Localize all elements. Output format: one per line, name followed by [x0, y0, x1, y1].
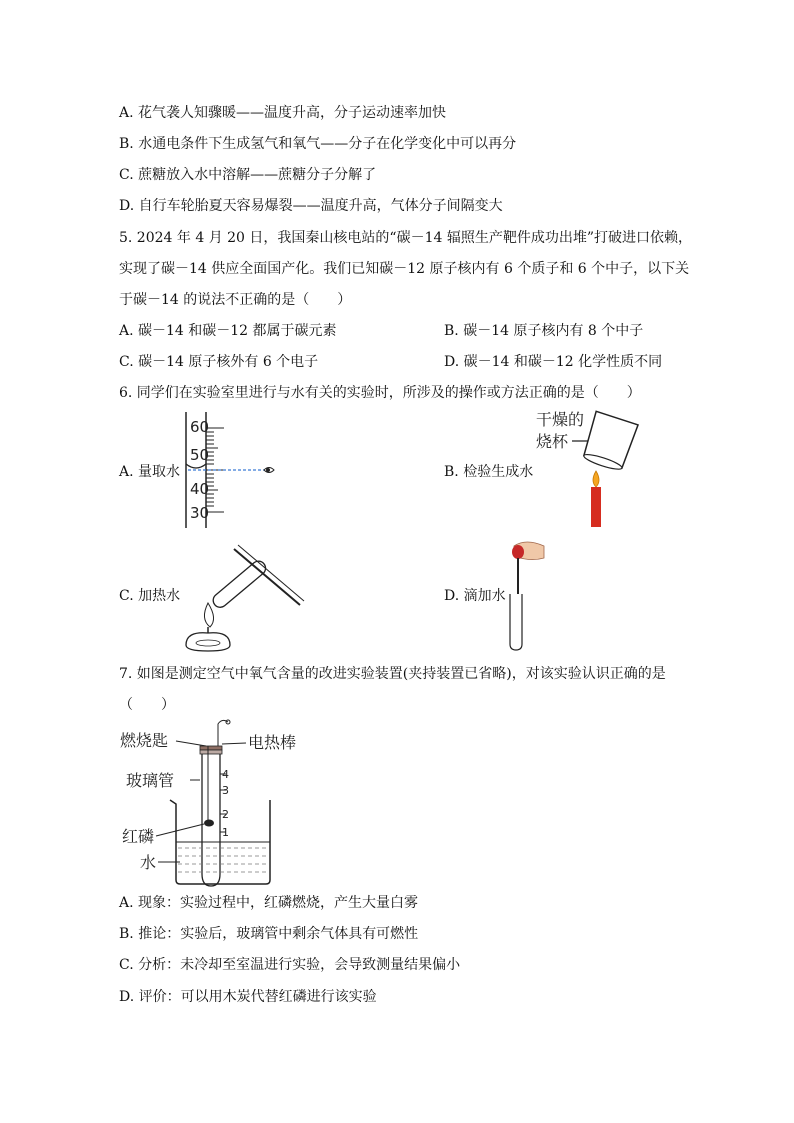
q5-option-c: C. 碳－14 原子核外有 6 个电子: [119, 354, 319, 370]
q4-option-d: D. 自行车轮胎夏天容易爆裂——温度升高，气体分子间隔变大: [119, 198, 503, 214]
beaker-label-line1: 干燥的: [536, 410, 585, 429]
tube-scale-mark: 3: [222, 784, 229, 797]
q7-option-b: B. 推论：实验后，玻璃管中剩余气体具有可燃性: [119, 926, 419, 942]
q7-option-c: C. 分析：未冷却至室温进行实验，会导致测量结果偏小: [119, 957, 461, 973]
q6-option-b: B. 检验生成水: [444, 464, 534, 480]
q5-option-b: B. 碳－14 原子核内有 8 个中子: [444, 323, 644, 339]
cylinder-tick-label: 60: [190, 418, 210, 436]
q7-option-a: A. 现象：实验过程中，红磷燃烧，产生大量白雾: [119, 895, 419, 911]
q6-option-d: D. 滴加水: [444, 588, 506, 604]
beaker-label-line2: 烧杯: [536, 432, 569, 451]
q4-option-c: C. 蔗糖放入水中溶解——蔗糖分子分解了: [119, 167, 377, 183]
heating-tube-figure: [178, 535, 308, 653]
q4-option-a: A. 花气袭人知骤暖——温度升高，分子运动速率加快: [119, 105, 447, 121]
label-phosphorus: 红磷: [122, 827, 155, 846]
beaker-candle-figure: [530, 405, 650, 530]
q4-option-b: B. 水通电条件下生成氢气和氧气——分子在化学变化中可以再分: [119, 136, 517, 152]
q5-option-d: D. 碳－14 和碳－12 化学性质不同: [444, 354, 663, 370]
q6-option-c: C. 加热水: [119, 588, 181, 604]
q7-stem-line1: 7. 如图是测定空气中氧气含量的改进实验装置(夹持装置已省略)，对该实验认识正确的是: [119, 666, 666, 682]
label-rod: 电热棒: [248, 733, 297, 752]
label-tube: 玻璃管: [126, 771, 175, 790]
cylinder-tick-label: 40: [190, 480, 210, 498]
graduated-cylinder-figure: [180, 408, 280, 530]
q5-stem-line1: 5. 2024 年 4 月 20 日，我国秦山核电站的“碳－14 辐照生产靶件成功出堆”打破进口依赖，: [119, 230, 692, 246]
tube-scale-mark: 4: [222, 768, 229, 781]
dropper-figure: [500, 540, 560, 652]
label-water: 水: [140, 853, 157, 872]
label-spoon: 燃烧匙: [120, 731, 169, 750]
cylinder-tick-label: 50: [190, 446, 210, 464]
tube-scale-mark: 1: [222, 826, 229, 839]
q7-option-d: D. 评价：可以用木炭代替红磷进行该实验: [119, 989, 377, 1005]
q5-stem-line3: 于碳－14 的说法不正确的是（ ）: [119, 292, 352, 308]
oxygen-apparatus-figure: [118, 716, 318, 888]
q6-option-a: A. 量取水: [119, 464, 181, 480]
tube-scale-mark: 2: [222, 808, 229, 821]
q7-stem-line2: （ ）: [119, 697, 175, 713]
q5-stem-line2: 实现了碳－14 供应全面国产化。我们已知碳－12 原子核内有 6 个质子和 6 个中子，以下关: [119, 261, 690, 277]
q5-option-a: A. 碳－14 和碳－12 都属于碳元素: [119, 323, 337, 339]
q6-stem: 6. 同学们在实验室里进行与水有关的实验时，所涉及的操作或方法正确的是（ ）: [119, 385, 641, 401]
cylinder-tick-label: 30: [190, 504, 210, 522]
